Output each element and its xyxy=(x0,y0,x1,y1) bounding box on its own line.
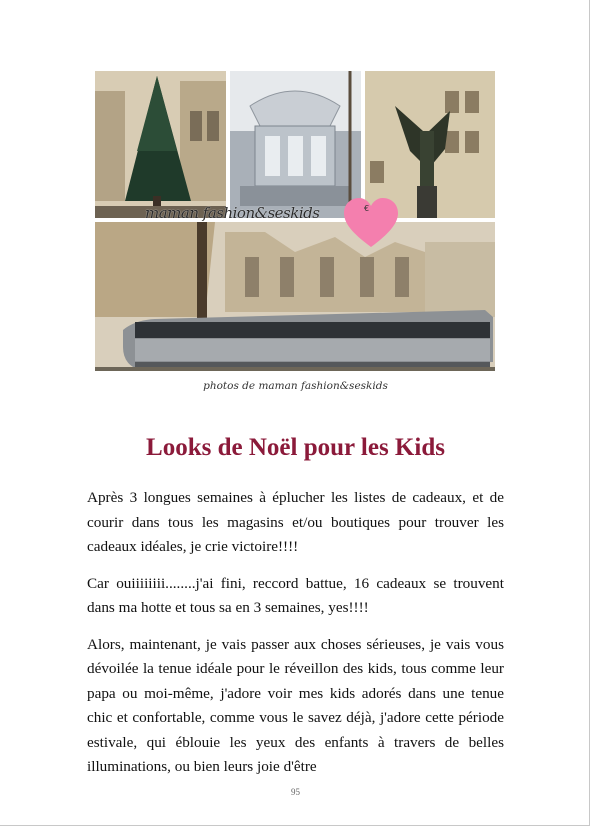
article-body xyxy=(87,486,504,792)
article-title: Looks de Noël pour les Kids xyxy=(146,434,445,461)
paragraph: Car ouiiiiiiii........j'ai fini, reccord battue, 16 cadeaux se trouvent dans ma hotte et tous sa en 3 semaines, yes!!!! xyxy=(87,574,504,616)
photo-silver-carousel xyxy=(230,71,361,218)
heart-logo xyxy=(342,197,400,249)
photo-angel-statue xyxy=(365,71,495,218)
photo-tram-cathedral xyxy=(95,222,495,371)
photo-christmas-tree xyxy=(95,71,226,218)
paragraph: Après 3 longues semaines à éplucher les listes de cadeaux, et de courir dans tous les magasins et/ou boutiques pour trouver les cadeaux idéales, je crie victoire!!!! xyxy=(87,489,504,555)
photo-watermark: maman fashion&seskids xyxy=(145,204,320,222)
heart-logo-mark: € xyxy=(364,204,370,213)
photo-caption: photos de maman fashion&seskids xyxy=(203,380,388,392)
photo-collage xyxy=(95,71,495,371)
page-number: 95 xyxy=(291,787,300,797)
paragraph: Alors, maintenant, je vais passer aux choses sérieuses, je vais vous dévoilée la tenue idéale pour le réveillon des kids, tous comme leur papa ou moi-même, j'adore voir mes kids adorés dans une tenue chic et confortable, comme vous le savez déjà, j'adore cette période estivale, qui éblouie les yeux des enfants à travers de belles illuminations, ou bien leurs joie d'être xyxy=(87,635,504,775)
